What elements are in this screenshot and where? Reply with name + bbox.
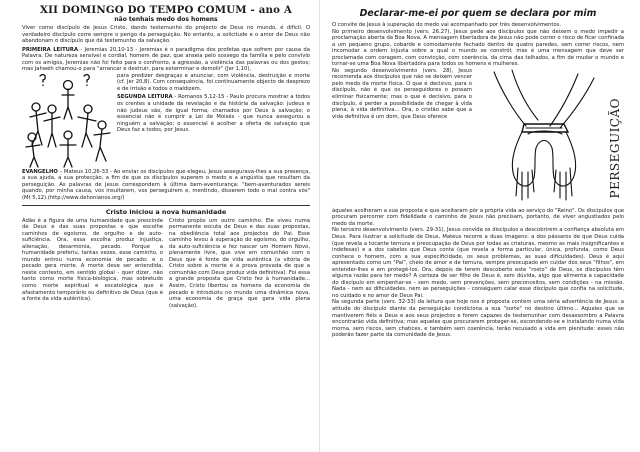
- third-development-paragraph: No terceiro desenvolvimento (vers. 29-31), Jesus convida os discípulos a descobrirem a confiança absoluta em Deus. Para ilustrar a solicitude de Deus, Mateus recorre a duas imagens: a dos pássaros de que Deus cuida (que revela a tocante ternura e preocupação de Deus por todas as criaturas, mesmo as mais insignificantes e indefesas) e a dos cabelos que Deus conta (que revela a forma particular, única, profunda, como Deus conhece o homem, com a sua especificidade, os seus problemas, as suas dificuldades). Deus é aqui apresentado como um "Pai", cheio de amor e de ternura, sempre preocupado em cuidar dos seus "filhos", em entender-lhes e em protegê-los. Ora, depois de terem descoberto este "rosto" de Deus, os discípulos têm alguma razão para ter medo? A certeza de ser filho de Deus é, sem dúvida, algo que alimenta a capacidade do discípulo em empenhar-se - sem medo, sem prevenções, sem preconceitos, sem condições - na missão. Nada - nem as dificuldades, nem as perseguições - conseguem calar esse discípulo que confia na solicitude, no cuidado e no amor de Deus Pai.: [332, 227, 624, 299]
- page-subtitle: não tenhais medo dos homens: [114, 16, 218, 23]
- intro-paragraph: Viver como discípulo de Jesus Cristo, dando testemunho do projecto de Deus no mundo, é difícil. O verdadeiro discípulo corre sempre o perigo da perseguição. No entanto, a solicitude e o amor de Deus não abandonam o discípulo que dá testemunho da salvação.: [22, 25, 310, 45]
- second-reading-paragraph: [117, 94, 310, 133]
- christ-paragraph: Cristo propôs um outro caminho. Ele viveu numa permanente escuta de Deus e das suas propostas, na obediência total aos projectos do Pai. Esse caminho levou à superação do egoísmo, do orgulho, da auto-suficiência e fez nascer um Homem Novo, plenamente livre, que vive em comunhão com o Deus que é fonte de vida autêntica (a vitória de Cristo sobre a morte é a prova provada de que a comunhão com Deus produz vida definitiva). Foi essa a grande proposta que Cristo fez à humanidade... Assim, Cristo libertou os homens da economia de pecado e introduziu no mundo uma dinâmica nova, uma economia de graça que gera vida plena (salvação).: [169, 217, 310, 309]
- bound-hands-drawing: [474, 68, 624, 208]
- first-reading-paragraph: [22, 47, 310, 73]
- figure-row: [22, 73, 310, 169]
- gospel-label: EVANGELHO: [22, 168, 58, 175]
- intro-paragraph: O convite de Jesus à superação do medo vai acompanhado por três desenvolvimentos.: [332, 22, 562, 28]
- second-reading-text: - Romanos 5,12-15 - Paulo procura mostrar a todos os crentes a unidade da revelação e da história da salvação: judeus e não judeus são, de igual forma, chamados por Deus à salvação; o essencial não é cumprir a Lei de Moisés - que nunca assegurou a ninguém a salvação; o essencial é acolher a oferta de salvação que Deus faz a todos, por Jesus.: [117, 94, 311, 134]
- second-reading-label: SEGUNDA LEITURA: [117, 94, 173, 101]
- gospel-text: – Mateus 10,26-33 - Ao enviar os discípulos que elegeu, Jesus assegurava-lhes a sua presença, a sua ajuda, a sua protecção, a fim de que os discípulos superem o medo e a angústia que resultam da perseguição. As palavras de Jesus correspondem à última bem-aventurança: "bem-aventurados sereis quando, por minha causa, vos insultarem, vos perseguirem e, mentindo, disserem todo o mal contra vós" (Mt 5,12).(http://www.dehonianos.org/): [22, 168, 310, 202]
- crowd-stick-figures-illustration: [22, 73, 114, 169]
- bound-hands-illustration: [474, 68, 624, 208]
- two-column-body: [22, 218, 310, 310]
- second-development-continuation: àqueles acolheram a sua proposta e que aceitaram pôr a própria vida ao serviço do "Reino". Os discípulos que procuram percorrer com fidelidade o caminho de Jesus não precisam, portanto, de viver angustiados pelo medo da morte.: [332, 207, 624, 227]
- persecution-label: PERSEGUIÇÃO: [608, 97, 622, 199]
- first-reading-continuation: para predizer desgraças e anunciar, com violência, destruição e morte (cf. Jer 20,8). Com consequência, foi continuamente objecto de desprezo e de irrisão e todos o maldizem.: [117, 72, 310, 92]
- section-heading: Cristo iniciou a nova humanidade: [105, 207, 227, 216]
- second-development-paragraph: No segundo desenvolvimento (vers. 28), Jesus recomenda aos discípulos que não se deixem vencer pelo medo da morte física. O que é decisivo, para o discípulo, não é que os perseguidores o possam eliminar fisicamente; mas o que é decisivo, para o discípulo, é perder a possibilidade de chegar à vida plena, à vida definitiva... Ora, o cristão sabe que a vida definitiva é um dom, que Deus oferece: [332, 67, 472, 120]
- first-reading-text: - Jeremias 20,10-13 - Jeremias é o paradigma dos profetas que sofrem por causa da Palavra. De natureza sensível e cordial, homem de paz, que anseia pelo sossego da família e pelo convívio com os amigos, Jeremias não foi feito para o confronto, a agressão, a violência das palavras ou dos gestos; mas Jahwéh chamou-o para "arrancar e destruir, para exterminar e demolir" (Jer 1,10),: [22, 46, 310, 73]
- adam-paragraph: Adão é a figura de uma humanidade que prescinde de Deus e das suas propostas e que escolhe caminhos de egoísmo, de orgulho e de auto-suficiência. Ora, essa escolha produz injustiça, alienação, desarmonia, pecado. Porque a humanidade preferiu, tantas vezes, esse caminho, o mundo entrou numa economia de pecado; e o pecado gera morte. A morte deve ser entendida, neste contexto, em sentido global - quer dizer, não tanto como morte física-biológica, mas sobretudo como morte espiritual e escatológica que é afastamento temporário ou definitivo de Deus (que é a fonte da vida autêntica).: [22, 217, 163, 303]
- right-page: [320, 0, 640, 452]
- first-reading-label: PRIMEIRA LEITURA: [22, 46, 79, 53]
- page-title: XII DOMINGO DO TEMPO COMUM - ano A: [40, 4, 292, 16]
- first-development-paragraph: No primeiro desenvolvimento (vers. 26.27), Jesus pede aos discípulos que não deixem o medo impedir a proclamação aberta da Boa Nova. A mensagem libertadora de Jesus não pode correr o risco de ficar confinada a um pequeno grupo, cobarde e comodamente fechado dentro de quatro paredes, sem correr riscos, nem incomodar a ordem injusta sobre a qual o mundo se constrói; mas é uma mensagem que deve ser proclamada com coragem, com convicção, com coerência, da cima das telhados, a fim de mudar o mundo e tornar-se uma Boa Nova libertadora para todos os homens e mulheres.: [332, 28, 624, 68]
- warning-paragraph: Na segunda parte (vers. 32-33) da leitura que hoje nos é proposta contém uma séria advertência de Jesus: a atitude do discípulo diante da perseguição condiciona a sua "sorte" no destino último... Aqueles que se mantiverem fiéis a Deus e aos seus projectos e forem capazes de testemunhar com desassombro a Palavra encontrarão vida definitiva; mas aqueles que procurarem proteger-se, escondendo-se e instalando numa vida morna, sem riscos, sem chatices, e também sem coerência, terão recusado a vida em plenitude: esses não poderão fazer parte da comunidade de Jesus.: [332, 299, 624, 339]
- right-page-title: Declarar-me-ei por quem se declara por mim: [359, 8, 597, 19]
- section-divider: [22, 205, 310, 206]
- figure-row: [332, 68, 624, 208]
- gospel-paragraph: [22, 169, 310, 202]
